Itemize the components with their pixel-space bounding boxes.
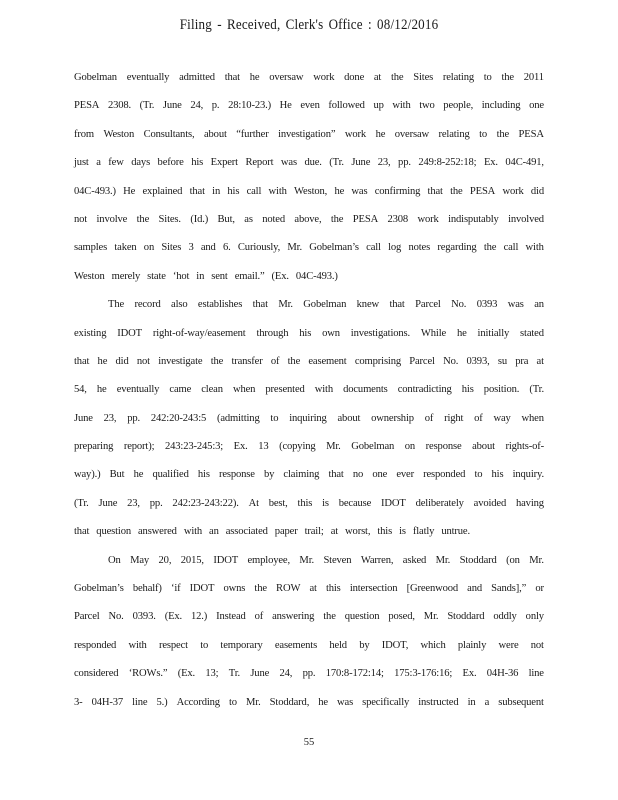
text-line: that question answered with an associated paper trail; at worst, this is flatly untrue. — [74, 526, 470, 538]
text-line: existing IDOT right-of-way/easement through his own investigations. While he initially stated — [74, 327, 544, 339]
text-line: Gobelman’s behalf) ‘if IDOT owns the ROW at this intersection [Greenwood and Sands],” or — [74, 583, 544, 595]
text-line: just a few days before his Expert Report was due. (Tr. June 23, pp. 249:8-252:18; Ex. 04C-491, — [74, 157, 544, 169]
text-line: (Tr. June 23, pp. 242:23-243:22). At best, this is because IDOT deliberately avoided having — [74, 497, 544, 509]
text-line: responded with respect to temporary easements held by IDOT, which plainly were not — [74, 639, 544, 651]
text-line: from Weston Consultants, about “further investigation” work he oversaw relating to the PESA — [74, 128, 544, 140]
text-line: Parcel No. 0393. (Ex. 12.) Instead of answering the question posed, Mr. Stoddard oddly only — [74, 611, 544, 623]
page-number: 55 — [303, 737, 315, 748]
filing-stamp-header: Filing - Received, Clerk's Office : 08/12/2016 — [179, 17, 439, 33]
text-line: not involve the Sites. (Id.) But, as noted above, the PESA 2308 work indisputably involved — [74, 213, 544, 225]
text-line: On May 20, 2015, IDOT employee, Mr. Steven Warren, asked Mr. Stoddard (on Mr. — [108, 554, 544, 566]
text-line: Gobelman eventually admitted that he oversaw work done at the Sites relating to the 2011 — [74, 72, 544, 83]
text-line: considered ‘ROWs.” (Ex. 13; Tr. June 24, pp. 170:8-172:14; 175:3-176:16; Ex. 04H-36 line — [74, 668, 544, 680]
text-line: way).) But he qualified his response by claiming that no one ever responded to his inquiry. — [74, 469, 544, 481]
text-line: 54, he eventually came clean when presented with documents contradicting his position. (Tr. — [74, 384, 544, 396]
text-line: 3- 04H-37 line 5.) According to Mr. Stoddard, he was specifically instructed in a subsequent — [74, 696, 544, 708]
text-line: June 23, pp. 242:20-243:5 (admitting to inquiring about ownership of right of way when — [74, 412, 544, 424]
text-line: PESA 2308. (Tr. June 24, p. 28:10-23.) He even followed up with two people, including one — [74, 100, 544, 112]
text-line: 04C-493.) He explained that in his call with Weston, he was confirming that the PESA work did — [74, 185, 544, 197]
text-line: The record also establishes that Mr. Gobelman knew that Parcel No. 0393 was an — [108, 299, 544, 311]
text-line: samples taken on Sites 3 and 6. Curiously, Mr. Gobelman’s call log notes regarding the call with — [74, 242, 544, 254]
text-line: that he did not investigate the transfer of the easement comprising Parcel No. 0393, su pra at — [74, 355, 544, 367]
body-text — [74, 68, 544, 721]
text-line: Weston merely state ‘hot in sent email.” (Ex. 04C-493.) — [74, 270, 338, 282]
text-line: preparing report); 243:23-245:3; Ex. 13 (copying Mr. Gobelman on response about rights-of- — [74, 441, 544, 453]
